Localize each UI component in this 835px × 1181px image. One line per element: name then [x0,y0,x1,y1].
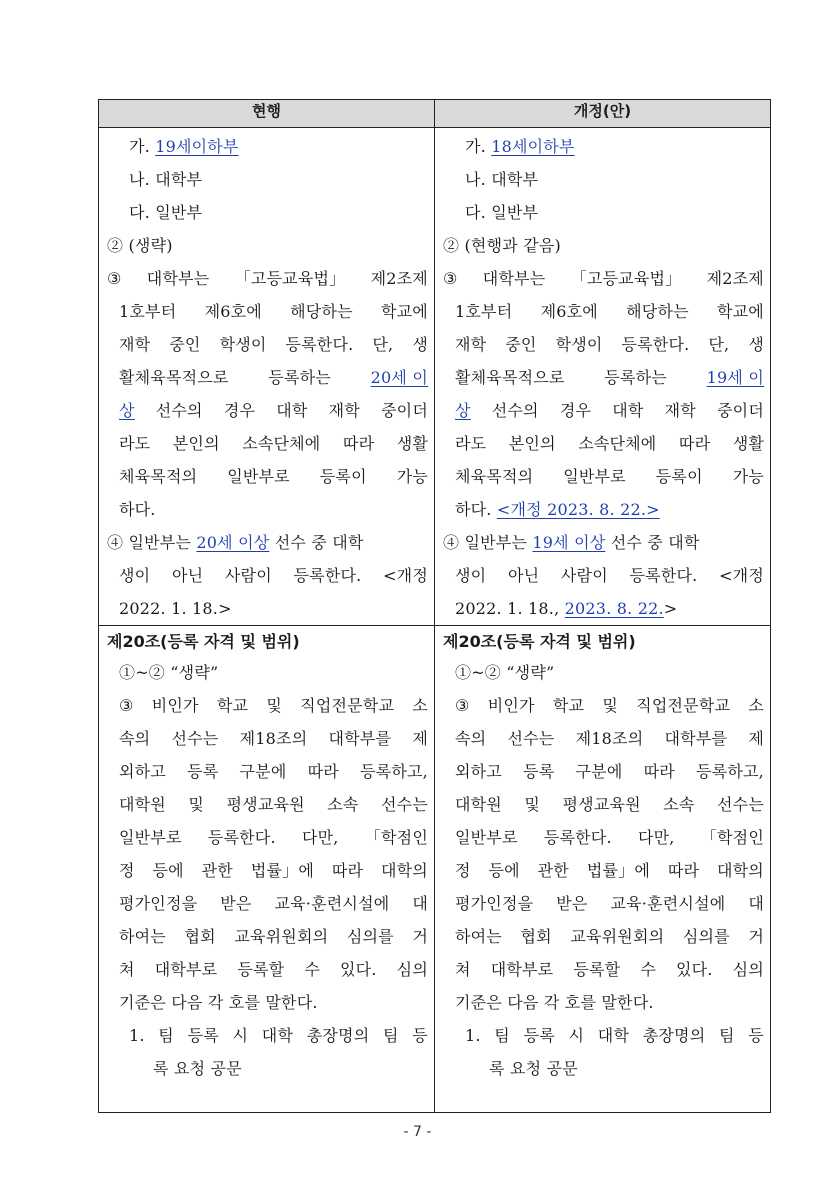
word: 법률」에 [586,861,650,880]
word: 등록 [187,1026,219,1045]
word: 경우 [223,401,256,420]
word: 생활 [732,434,764,453]
word: 구분에 [575,762,623,781]
word: 제2조제 [370,269,428,288]
revised-article-20 [435,626,771,1113]
word: 경우 [559,401,592,420]
word: 있다. [676,960,713,979]
word: 관한 [201,861,233,880]
word: 대학 [597,1026,630,1045]
word: 등에 [488,861,520,880]
word: 단, [372,335,394,354]
word: 소속 [663,795,695,814]
word: 평가인정을 [455,894,534,913]
word: 대학 [261,1026,294,1045]
age-limit-amended: 20세 이상 [196,533,270,552]
p4-line-1 [443,526,764,559]
word: <개정 [383,566,428,585]
word: 및 [602,696,618,715]
p3-line-1 [107,262,428,295]
division-item-c: 다. 일반부 [129,203,203,222]
p3-line-4 [107,788,428,821]
word: 제6호에 [540,302,598,321]
p3-line-8 [107,920,428,953]
word: 일반부로 [119,828,182,847]
word: 외하고 [119,762,166,781]
word: 다만, [301,828,339,847]
word: 중이더 [381,401,428,420]
age-limit-amended: 20세 이 [370,368,428,387]
word: 따라 [307,762,339,781]
word: 라도 [119,434,151,453]
p3-line-3 [107,328,428,361]
word: ④ 일반부는 [107,533,197,552]
p3-line-5 [443,821,764,854]
word: 등록하고, [360,762,428,781]
item-prefix: 가. [129,137,156,156]
word: 선수 중 대학 [605,533,700,552]
word: 관한 [537,861,569,880]
word: 제18조의 [575,729,644,748]
word: 「학점인 [700,828,764,847]
article-20-title: 제20조(등록 자격 및 범위) [107,632,300,651]
word: 대학의 [716,861,764,880]
header-current: 현행 [99,100,435,128]
word: 하다. [455,500,497,519]
word: 라도 [455,434,487,453]
age-limit-amended-cont: 상 [455,401,471,420]
word: 등록한다. [543,828,612,847]
age-limit-amended: 19세 이 [706,368,764,387]
p3-line-8 [107,493,428,526]
p3-line-8 [443,920,764,953]
word: 직업전문학교 [300,696,395,715]
word: 1. [129,1026,145,1045]
word: 구분에 [239,762,287,781]
p3-line-8 [443,493,764,526]
word: 재학 [119,335,151,354]
p3-line-1 [107,689,428,722]
word: 제 [748,729,764,748]
word: 협회 [184,927,216,946]
word: 교육·훈련시설에 [610,894,726,913]
paragraph-2: ② (현행과 같음) [443,236,561,255]
word: 대학부로 [490,960,554,979]
division-youth-amended: 19세이하부 [155,137,239,156]
word: 일반부로 [563,467,626,486]
p3-line-9 [443,953,764,986]
word: 등에 [152,861,184,880]
word: 따라 [678,434,711,453]
word: 중인 [169,335,201,354]
word: 본인의 [172,434,220,453]
word: 교육위원회의 [234,927,329,946]
word: 선수는 [381,795,428,814]
amendment-comparison-page [98,99,771,1099]
word: 하다. [119,500,156,519]
word: 학교에 [717,302,764,321]
header-revised: 개정(안) [435,100,771,128]
word: 하여는 [455,927,502,946]
word: 받은 [220,894,252,913]
word: 정 [455,861,471,880]
word: 다만, [637,828,675,847]
word: 시 [568,1026,585,1045]
word: 등록이 [319,467,367,486]
word: 대학의 [380,861,428,880]
word: 평생교육원 [226,795,305,814]
p3-line-7 [107,460,428,493]
item-1-line-2: 록 요청 공문 [153,1059,242,1078]
word: 활체육목적으로 [119,368,229,387]
word: 따라 [667,861,700,880]
word: 대학부는 [482,269,546,288]
p3-line-7 [443,887,764,920]
division-item-a [443,130,764,163]
word: 1. [465,1026,481,1045]
p3-line-10: 기준은 다음 각 호를 말한다. [455,993,654,1012]
word: 시 [232,1026,249,1045]
word: 총장명의 [642,1026,706,1045]
word: 등록한다. [293,566,362,585]
word: 일반부로 [455,828,518,847]
word: 선수의 [491,401,539,420]
word: 대학부는 [146,269,210,288]
article-20-title: 제20조(등록 자격 및 범위) [443,632,636,651]
paragraph-1-2: ①~② “생략” [119,663,219,682]
word: 등록하고, [696,762,764,781]
word: ④ 일반부는 [443,533,533,552]
word: 및 [524,795,541,814]
p3-line-2 [443,295,764,328]
word: 정 [119,861,135,880]
word: 심의 [396,960,428,979]
amendment-date: 2023. 8. 22. [564,599,664,618]
word: 하여는 [119,927,166,946]
word: 1호부터 [119,302,177,321]
word: 심의를 [346,927,394,946]
word: 등록한다. [207,828,276,847]
word: 대 [412,894,428,913]
word: 협회 [520,927,552,946]
word: 팀 [494,1026,510,1045]
p4-line-1 [107,526,428,559]
revised-article-19 [435,128,771,626]
word: 아닌 [507,566,540,585]
current-article-19 [99,128,435,626]
word: 제18조의 [239,729,308,748]
word: 등록한다. [629,566,698,585]
division-item-b: 나. 대학부 [129,170,203,189]
word: 직업전문학교 [636,696,731,715]
age-limit-amended: 19세 이상 [532,533,606,552]
age-limit-amended-cont: 상 [119,401,135,420]
p3-line-2 [443,722,764,755]
word: 생이 [455,566,487,585]
word: 교육·훈련시설에 [274,894,390,913]
word: 수 [640,960,656,979]
amendment-note: <개정 2023. 8. 22.> [496,500,660,519]
word: 가능 [732,467,764,486]
p3-line-3 [443,328,764,361]
item-1-line-2: 록 요청 공문 [489,1059,578,1078]
word: 등록할 [237,960,285,979]
word: > [663,599,678,618]
word: 및 [266,696,282,715]
word: 및 [188,795,205,814]
word: 학교 [216,696,249,715]
word: 재학 [328,401,360,420]
word: 대학 [612,401,644,420]
word: 등록하는 [268,368,331,387]
word: ③ [119,696,134,715]
p3-line-4 [107,361,428,394]
word: ③ [455,696,470,715]
word: 체육목적의 [119,467,198,486]
word: 등록한다. [621,335,690,354]
word: 따라 [331,861,364,880]
word: 사람이 [560,566,608,585]
p4-line-2 [443,559,764,592]
word: 소 [748,696,764,715]
word: 평생교육원 [562,795,641,814]
word: ③ [107,269,122,288]
word: 단, [708,335,730,354]
word: 선수의 [155,401,203,420]
word: 대학부를 [664,729,728,748]
item-1-line-1 [107,1019,428,1052]
word: 심의를 [682,927,730,946]
word: 등록 [187,762,219,781]
word: 2022. 1. 18., [455,599,565,618]
division-item-c: 다. 일반부 [465,203,539,222]
word: 학생이 [555,335,603,354]
word: 일반부로 [227,467,290,486]
p4-line-2 [107,559,428,592]
page-number: - 7 - [403,1124,432,1140]
word: 비인가 [487,696,535,715]
word: <개정 [719,566,764,585]
paragraph-2: ② (생략) [107,236,173,255]
p3-line-10: 기준은 다음 각 호를 말한다. [119,993,318,1012]
p3-line-1 [443,262,764,295]
word: 학교 [552,696,585,715]
word: 등록 [523,1026,555,1045]
word: 비인가 [151,696,199,715]
word: 받은 [556,894,588,913]
division-item-a [107,130,428,163]
p3-line-5 [107,394,428,427]
p3-line-6 [443,854,764,887]
p3-line-4 [443,788,764,821]
p3-line-7 [107,887,428,920]
p3-line-2 [107,722,428,755]
word: 「학점인 [364,828,428,847]
p3-line-1 [443,689,764,722]
word: 팀 [158,1026,174,1045]
word: 해당하는 [626,302,689,321]
word: 속의 [119,729,151,748]
word: 아닌 [171,566,204,585]
word: 거 [412,927,428,946]
word: 가능 [396,467,428,486]
word: 학교에 [381,302,428,321]
word: 체육목적의 [455,467,534,486]
word: 활체육목적으로 [455,368,565,387]
word: 등록하는 [604,368,667,387]
word: 소속단체에 [242,434,321,453]
word: 외하고 [455,762,502,781]
word: 본인의 [508,434,556,453]
division-youth-amended: 18세이하부 [491,137,575,156]
item-1-line-1 [443,1019,764,1052]
word: 등록이 [655,467,703,486]
word: 「고등교육법」 [570,269,682,288]
word: 대학원 [455,795,502,814]
word: 있다. [340,960,377,979]
word: 팀 [382,1026,399,1045]
p3-line-7 [443,460,764,493]
p3-line-6 [443,427,764,460]
word: 생활 [396,434,428,453]
word: 1호부터 [455,302,513,321]
word: 사람이 [224,566,272,585]
word: 생이 [119,566,151,585]
word: 쳐 [119,960,135,979]
word: 등록 [523,762,555,781]
p3-line-5 [443,394,764,427]
word: 대학 [276,401,308,420]
word: 법률」에 [250,861,314,880]
word: 선수는 [507,729,555,748]
word: 재학 [664,401,696,420]
word: 대학부를 [328,729,392,748]
p3-line-4 [443,361,764,394]
word: 심의 [732,960,764,979]
word: 선수 중 대학 [269,533,364,552]
p4-line-3 [443,592,764,625]
comparison-table [98,99,771,1113]
word: 등록한다. [285,335,354,354]
word: 해당하는 [290,302,353,321]
word: 총장명의 [306,1026,370,1045]
word: 거 [748,927,764,946]
p3-line-9 [107,953,428,986]
word: 등록할 [573,960,621,979]
p3-line-3 [443,755,764,788]
p3-line-5 [107,821,428,854]
word: 대학원 [119,795,166,814]
word: 소 [412,696,428,715]
word: 생 [412,335,428,354]
word: 제 [412,729,428,748]
word: 제2조제 [706,269,764,288]
word: 따라 [342,434,375,453]
word: 등 [412,1026,428,1045]
word: 선수는 [717,795,764,814]
p3-line-6 [107,427,428,460]
p4-line-3 [107,592,428,625]
word: 속의 [455,729,487,748]
word: 선수는 [171,729,219,748]
word: 「고등교육법」 [234,269,346,288]
p3-line-3 [107,755,428,788]
p3-line-2 [107,295,428,328]
word: 2022. 1. 18.> [119,599,232,618]
word: 재학 [455,335,487,354]
word: 따라 [643,762,675,781]
word: 제6호에 [204,302,262,321]
word: 팀 [718,1026,735,1045]
word: 수 [304,960,320,979]
word: 중이더 [717,401,764,420]
word: 소속단체에 [578,434,657,453]
word: 쳐 [455,960,471,979]
word: 소속 [327,795,359,814]
division-item-b: 나. 대학부 [465,170,539,189]
word: 등 [748,1026,764,1045]
word: 평가인정을 [119,894,198,913]
word: 교육위원회의 [570,927,665,946]
word: 학생이 [219,335,267,354]
word: 중인 [505,335,537,354]
word: ③ [443,269,458,288]
paragraph-1-2: ①~② “생략” [455,663,555,682]
p3-line-6 [107,854,428,887]
word: 생 [748,335,764,354]
item-prefix: 가. [465,137,492,156]
word: 대 [748,894,764,913]
word: 대학부로 [154,960,218,979]
current-article-20 [99,626,435,1113]
